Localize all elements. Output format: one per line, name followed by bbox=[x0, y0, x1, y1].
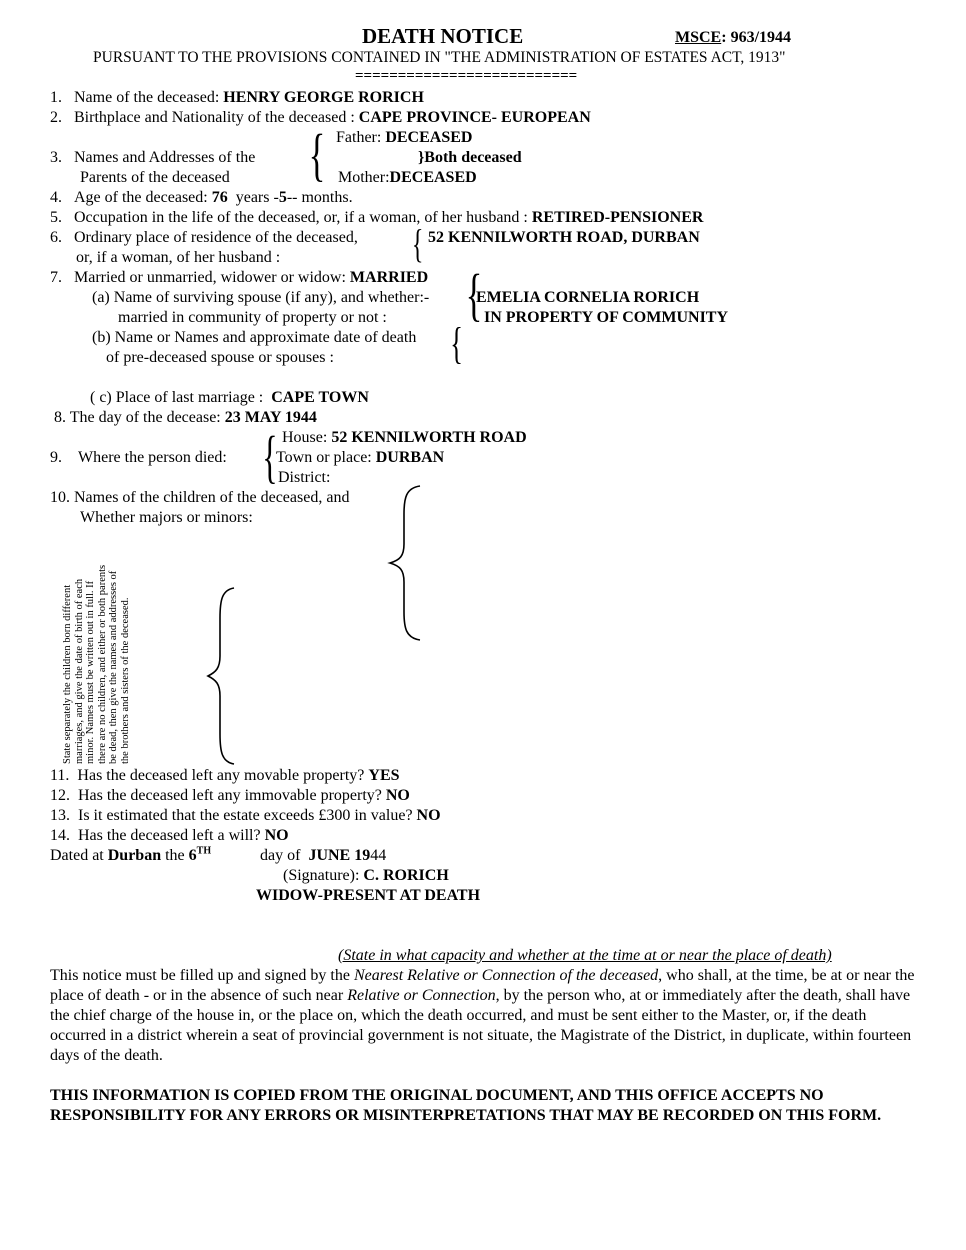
item-6 bbox=[50, 228, 358, 248]
item-3-label bbox=[50, 148, 255, 168]
dated-place: Durban bbox=[107, 847, 162, 864]
item-label: Has the deceased left any immovable property? bbox=[78, 787, 382, 804]
mother-value: DECEASED bbox=[389, 169, 477, 186]
item-7 bbox=[50, 268, 428, 288]
mother-row bbox=[338, 168, 477, 188]
age-years: 76 bbox=[211, 189, 228, 206]
year-end: 44 bbox=[370, 847, 387, 864]
instr-emphasis-2: Relative or Connection bbox=[347, 987, 496, 1004]
page-title: DEATH NOTICE bbox=[362, 24, 524, 48]
instructions-paragraph bbox=[50, 966, 925, 1066]
instr-text-3: , by the person who, at or immediately after the death, shall have the chief charge of the house in, or the place on, which the death occurred, and must be sent either to the Master, or, if the death occurred in a district wherein a seat of provincial government is not situate, the Magistrate of the District, in duplicate, within fourteen days of the death. bbox=[50, 987, 912, 1064]
marriage-place: CAPE TOWN bbox=[271, 389, 369, 406]
item-label: Married or unmarried, widower or widow: bbox=[74, 269, 346, 286]
item-number: 5. bbox=[50, 209, 62, 226]
death-place-brace: { bbox=[262, 424, 278, 489]
spouse-brace: { bbox=[465, 262, 483, 327]
estate-value: NO bbox=[416, 807, 441, 824]
marital-value: MARRIED bbox=[349, 269, 429, 286]
item-7a-label-2: married in community of property or not : bbox=[118, 309, 387, 326]
msce-value: : 963/1944 bbox=[721, 29, 792, 46]
item-1 bbox=[50, 88, 424, 108]
age-months: 5 bbox=[278, 189, 287, 206]
town-label: Town or place: bbox=[276, 449, 372, 466]
parents-brace: { bbox=[308, 122, 326, 187]
item-7b-label-2: of pre-deceased spouse or spouses : bbox=[106, 349, 334, 366]
item-9 bbox=[50, 448, 227, 468]
occupation-value: RETIRED-PENSIONER bbox=[531, 209, 704, 226]
item-number: 13. bbox=[50, 807, 70, 824]
item-label: Names and Addresses of the bbox=[74, 149, 256, 166]
years-text: years - bbox=[235, 189, 279, 206]
item-number: 2. bbox=[50, 109, 62, 126]
spouse-name: EMELIA CORNELIA RORICH bbox=[476, 289, 700, 306]
item-label: Age of the deceased: bbox=[74, 189, 208, 206]
item-label: Where the person died: bbox=[78, 449, 227, 466]
district-label: District: bbox=[278, 469, 331, 486]
instr-text-1: This notice must be filled up and signed by the bbox=[50, 967, 354, 984]
dated-day: 6 bbox=[188, 847, 197, 864]
movable-value: YES bbox=[368, 767, 400, 784]
mother-label: Mother: bbox=[338, 169, 390, 186]
msce-number bbox=[675, 28, 791, 48]
month-value: JUNE 19 bbox=[308, 847, 371, 864]
disclaimer: THIS INFORMATION IS COPIED FROM THE ORIGINAL DOCUMENT, AND THIS OFFICE ACCEPTS NO RESPONSIBILITY FOR ANY ERRORS OR MISINTERPRETATIONS THAT MAY BE RECORDED ON THIS FORM. bbox=[50, 1087, 882, 1124]
house-label: House: bbox=[282, 429, 328, 446]
item-11 bbox=[50, 766, 400, 786]
children-note: State separately the children born different marriages, and give the date of birth of each minor. Names must be written out in full. If there are no children, and either or both parents be dead, then give the names and addresses of the brothers and sisters of the deceased. bbox=[62, 564, 131, 764]
note-brace bbox=[204, 586, 240, 766]
item-label: ( c) Place of last marriage : bbox=[90, 389, 264, 406]
town-value: DURBAN bbox=[375, 449, 445, 466]
item-number: 7. bbox=[50, 269, 62, 286]
instr-emphasis-1: Nearest Relative or Connection of the deceased bbox=[353, 967, 659, 984]
item-6-label-2: or, if a woman, of her husband : bbox=[76, 249, 281, 266]
item-label: Name of the deceased: bbox=[74, 89, 220, 106]
dated-the: the bbox=[165, 847, 185, 864]
item-label: The day of the decease: bbox=[69, 409, 221, 426]
item-13 bbox=[50, 806, 441, 826]
page-subtitle: PURSUANT TO THE PROVISIONS CONTAINED IN "THE ADMINISTRATION OF ESTATES ACT, 1913" bbox=[93, 49, 786, 66]
item-label: Has the deceased left any movable property? bbox=[77, 767, 365, 784]
predeceased-brace: { bbox=[450, 319, 463, 368]
spouse-community: IN PROPERTY OF COMMUNITY bbox=[484, 309, 729, 326]
item-number: 3. bbox=[50, 149, 62, 166]
signature-label: (Signature): bbox=[283, 867, 360, 884]
dated-line bbox=[50, 846, 211, 866]
dated-month bbox=[260, 846, 386, 866]
capacity-note-text: (State in what capacity and whether at the time at or near the place of death) bbox=[338, 947, 832, 964]
house-row bbox=[282, 428, 527, 448]
item-number: 10. bbox=[50, 489, 70, 506]
item-number: 4. bbox=[50, 189, 62, 206]
signatory-capacity: WIDOW-PRESENT AT DEATH bbox=[256, 887, 481, 904]
father-value: DECEASED bbox=[385, 129, 473, 146]
dated-prefix: Dated at bbox=[50, 847, 104, 864]
children-brace bbox=[386, 484, 426, 642]
item-7a-label: (a) Name of surviving spouse (if any), and whether:- bbox=[92, 289, 430, 306]
signature-value: C. RORICH bbox=[363, 867, 449, 884]
months-text: -- months. bbox=[286, 189, 353, 206]
separator: ========================== bbox=[355, 68, 578, 84]
father-row bbox=[336, 128, 472, 148]
item-12 bbox=[50, 786, 410, 806]
item-3-label-2: Parents of the deceased bbox=[80, 169, 230, 186]
item-label: Has the deceased left a will? bbox=[78, 827, 261, 844]
item-number: 14. bbox=[50, 827, 70, 844]
instr-text-2: , who shall, at the time, be at or near the place of death - or in the absence of such near bbox=[50, 967, 915, 1004]
immovable-value: NO bbox=[385, 787, 410, 804]
msce-label: MSCE bbox=[675, 29, 722, 46]
item-label: Names of the children of the deceased, and bbox=[74, 489, 350, 506]
capacity-note bbox=[338, 946, 832, 966]
item-label: Is it estimated that the estate exceeds £300 in value? bbox=[78, 807, 413, 824]
birthplace-value: CAPE PROVINCE- EUROPEAN bbox=[358, 109, 591, 126]
item-number: 11. bbox=[50, 767, 70, 784]
dated-day-suffix: TH bbox=[196, 845, 212, 857]
item-7c bbox=[90, 388, 369, 408]
item-5 bbox=[50, 208, 703, 228]
town-row bbox=[276, 448, 444, 468]
item-4 bbox=[50, 188, 353, 208]
item-10-label-2: Whether majors or minors: bbox=[80, 509, 253, 526]
item-number: 8. bbox=[54, 409, 66, 426]
item-label: Ordinary place of residence of the deceased, bbox=[74, 229, 358, 246]
item-14 bbox=[50, 826, 289, 846]
both-deceased: }Both deceased bbox=[418, 149, 522, 166]
item-7b-label: (b) Name or Names and approximate date of death bbox=[92, 329, 417, 346]
will-value: NO bbox=[264, 827, 289, 844]
residence-brace: { bbox=[411, 221, 424, 266]
residence-value: 52 KENNILWORTH ROAD, DURBAN bbox=[428, 229, 700, 246]
item-number: 9. bbox=[50, 449, 62, 466]
item-10 bbox=[50, 488, 349, 508]
deceased-name: HENRY GEORGE RORICH bbox=[223, 89, 424, 106]
item-number: 1. bbox=[50, 89, 62, 106]
decease-date: 23 MAY 1944 bbox=[224, 409, 317, 426]
item-label: Occupation in the life of the deceased, or, if a woman, of her husband : bbox=[74, 209, 528, 226]
house-value: 52 KENNILWORTH ROAD bbox=[331, 429, 527, 446]
day-of-text: day of bbox=[260, 847, 301, 864]
signature-line bbox=[283, 866, 449, 886]
item-number: 6. bbox=[50, 229, 62, 246]
item-label: Birthplace and Nationality of the deceased : bbox=[74, 109, 355, 126]
father-label: Father: bbox=[336, 129, 382, 146]
item-number: 12. bbox=[50, 787, 70, 804]
